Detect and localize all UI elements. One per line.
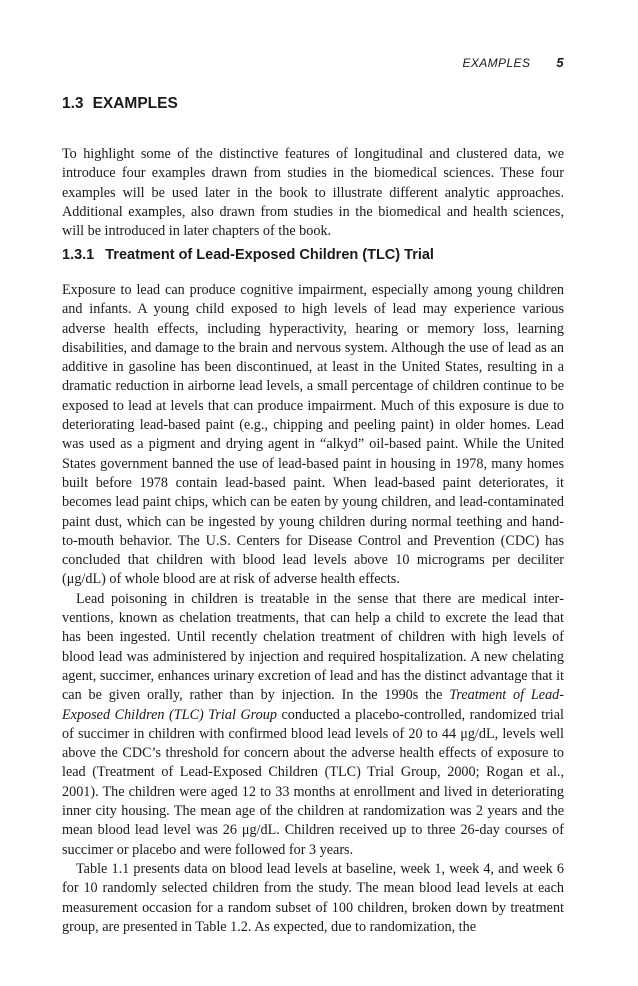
- section-title: EXAMPLES: [92, 95, 178, 112]
- running-head-title: EXAMPLES: [462, 56, 531, 70]
- paragraph-2-text-b: conducted a placebo-controlled, randomized trial of succimer in children with confirmed blood lead levels of 20 to 44 μg/dL, levels well above the CDC’s threshold for concern about the adverse health effects of exposure to lead (Treatment of Lead-Exposed Children (TLC) Trial Group, 2000; Rogan et al., 2001). The children were aged 12 to 33 months at enrollment and lived in deteriorating inner city housing. The mean age of the children at randomization was 2 years and the mean blood lead level was 26 μg/dL. Children received up to three 26-day courses of succimer or placebo and were followed for 3 years.: [62, 706, 564, 858]
- paragraph-2-text-a: Lead poisoning in children is treatable in the sense that there are medical interventions, known as chelation treatments, that can help a child to excrete the lead that has been ingested. Until recently chelation treatment of children with high levels of blood lead was administered by injection and required hospitalization. A new chelating agent, succimer, enhances urinary excretion of lead and has the distinct advantage that it can be given orally, rather than by injection. In the 1990s the: [62, 590, 564, 704]
- section-intro-paragraph: To highlight some of the distinctive features of longitudinal and clustered data, we introduce four examples drawn from studies in the biomedical sciences. These four examples will be used later in the book to illustrate different analytic approaches. Additional examples, also drawn from studies in the biomedical and health sciences, will be introduced in later chapters of the book.: [62, 146, 564, 240]
- paragraph-table-description: Table 1.1 presents data on blood lead levels at baseline, week 1, week 4, and week 6 for 10 randomly selected children from the study. The mean blood lead levels at each measurement occasion for a random subset of 100 children, broken down by treatment group, are presented in Table 1.2. As expected, due to randomization, the: [62, 860, 564, 935]
- paragraph-2-trial-group-name: Treatment of Lead-Exposed Children (TLC) Trial Group: [62, 687, 564, 723]
- subsection-heading: [62, 247, 434, 263]
- section-number: 1.3: [62, 95, 84, 112]
- subsection-number: 1.3.1: [62, 247, 95, 263]
- paragraph-lead-poisoning: [62, 590, 564, 860]
- subsection-title: Treatment of Lead-Exposed Children (TLC) Trial: [105, 247, 434, 263]
- paragraph-lead-exposure: Exposure to lead can produce cognitive impairment, especially among young children and infants. A young child exposed to high levels of lead may experience various adverse health effects, including hyperactivity, hearing or memory loss, learning disabilities, and damage to the brain and nervous system. Although the use of lead as an additive in gasoline has been discontinued, at least in the United States, resulting in a dramatic reduction in airborne lead levels, a small percentage of children continue to be exposed to lead at levels that can produce impairment. Much of this exposure is due to deteriorating lead-based paint (e.g., chipping and peeling paint) in older homes. Lead was used as a pigment and drying agent in “alkyd” oil-based paint. While the United States government banned the use of lead-based paint in housing in 1978, many homes built before 1978 contain lead-based paint. When lead-based paint deteriorates, it becomes lead paint chips, which can be eaten by young children, and lead-contaminated paint dust, which can be ingested by young children during normal teething and hand-to-mouth behavior. The U.S. Centers for Disease Control and Prevention (CDC) has concluded that children with blood lead levels above 10 micrograms per deciliter (μg/dL) of whole blood are at risk of adverse health effects.: [62, 282, 564, 588]
- subsection-body: [62, 281, 564, 937]
- section-heading: [62, 95, 178, 113]
- page-number: 5: [556, 55, 564, 70]
- running-head: [62, 55, 564, 71]
